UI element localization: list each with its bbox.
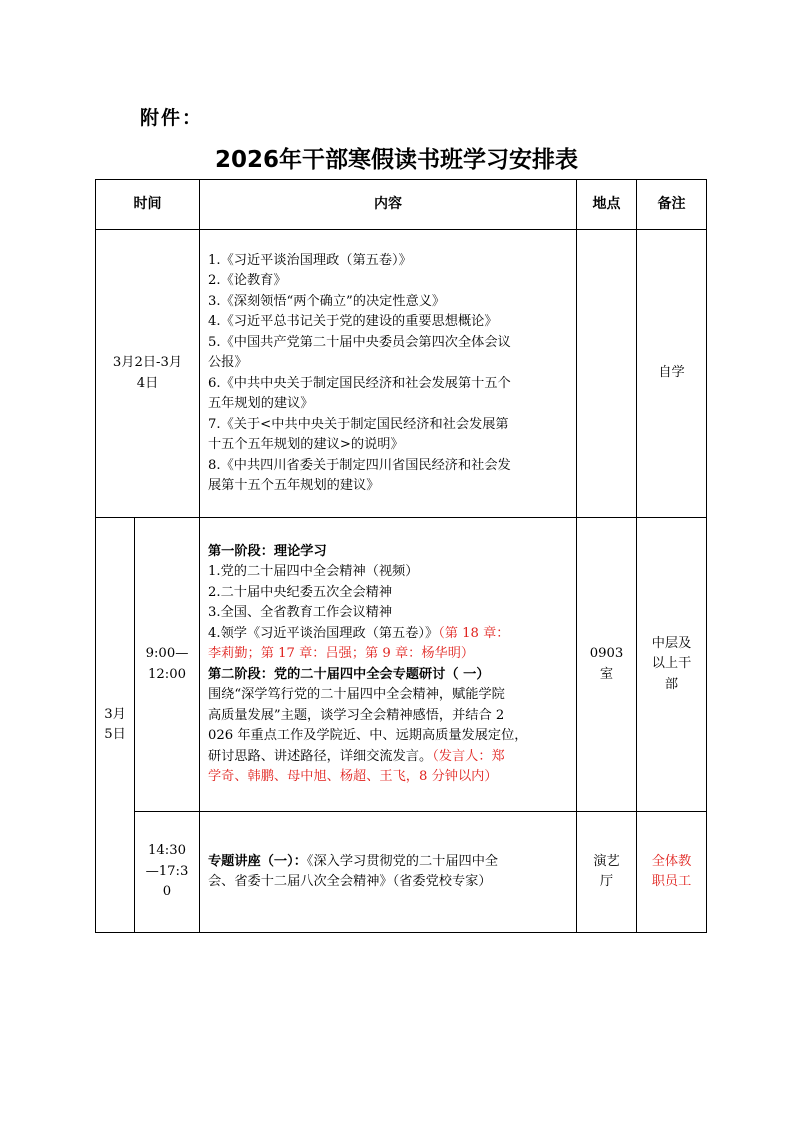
list-item: 展第十五个五年规划的建议》 (208, 478, 380, 493)
stage2-line: 高质量发展”主题，谈学习全会精神感悟，并结合 2 (208, 707, 505, 723)
row1-note: 自学 (637, 230, 707, 518)
table-header-row (96, 180, 707, 230)
list-item: 2.《论教育》 (208, 273, 287, 288)
afternoon-note-line: 职员工 (651, 874, 692, 889)
row1-location (577, 230, 637, 518)
morning-location-line: 室 (599, 666, 614, 682)
list-item: 4.《习近平总书记关于党的建设的重要思想概论》 (208, 314, 498, 329)
lecture-line (208, 852, 570, 873)
list-item: 6.《中共中央关于制定国民经济和社会发展第十五个 (208, 375, 511, 391)
stage2-line (208, 747, 570, 768)
list-item: 五年规划的建议》 (208, 396, 314, 411)
attachment-label: 附件： (140, 107, 204, 129)
afternoon-location-line: 厅 (599, 874, 614, 889)
row1-time (96, 230, 200, 518)
item4-assignees: （第 18 章： (438, 625, 510, 641)
list-item: 7.《关于<中共中央关于制定国民经济和社会发展第 (208, 416, 509, 432)
stage2-line: 026 年重点工作及学院近、中、远期高质量发展定位， (208, 728, 528, 743)
row1-time-line: 3月2日-3月 (112, 355, 183, 370)
speakers-cont: 学奇、韩鹏、母中旭、杨超、王飞，8 分钟以内） (208, 769, 498, 784)
morning-note-line: 部 (664, 676, 679, 692)
list-item: 8.《中共四川省委关于制定四川省国民经济和社会发 (208, 457, 511, 473)
day2-date (96, 518, 135, 933)
list-item: 1.党的二十届四中全会精神（视频） (208, 564, 419, 579)
row1-content (200, 230, 577, 518)
list-item: 1.《习近平谈治国理政（第五卷）》 (208, 252, 412, 268)
table-row (96, 230, 707, 518)
afternoon-time-line: 14:30 (147, 843, 186, 859)
afternoon-time-line: 0 (162, 884, 172, 900)
morning-note-line: 中层及 (651, 635, 692, 651)
list-item: 公报》 (208, 355, 248, 370)
table-row (96, 812, 707, 933)
list-item (208, 624, 570, 645)
day2-date-line: 3月 (104, 706, 126, 722)
morning-location-line: 0903 (589, 646, 624, 661)
speakers: （发言人：郑 (432, 748, 505, 764)
stage2-line: 围绕“深学笃行党的二十届四中全会精神，赋能学院 (208, 687, 505, 702)
schedule-table (95, 179, 707, 933)
afternoon-location-line: 演艺 (593, 853, 620, 869)
day2-date-line: 5日 (104, 727, 126, 742)
morning-note-line: 以上干 (651, 656, 692, 672)
list-item: 3.《深刻领悟“两个确立”的决定性意义》 (208, 293, 446, 309)
table-row (96, 518, 707, 812)
afternoon-note-line: 全体教 (651, 853, 692, 869)
lecture-text: 《深入学习贯彻党的二十届四中全 (306, 853, 499, 869)
item4-assignees-cont: 李莉勤；第 17 章：吕强；第 9 章：杨华明） (208, 646, 475, 661)
row1-time-line: 4日 (136, 375, 159, 391)
list-item: 十五个五年规划的建议>的说明》 (208, 437, 404, 452)
afternoon-content (200, 812, 577, 933)
afternoon-time (135, 812, 200, 933)
list-item: 3.全国、全省教育工作会议精神 (208, 605, 393, 620)
column-header-location: 地点 (577, 180, 637, 230)
lecture-title: 专题讲座（一）： (208, 853, 307, 869)
afternoon-location (577, 812, 637, 933)
column-header-note: 备注 (637, 180, 707, 230)
morning-location (577, 518, 637, 812)
afternoon-note (637, 812, 707, 933)
page-title: 2026年干部寒假读书班学习安排表 (214, 147, 578, 173)
list-item: 2.二十届中央纪委五次全会精神 (208, 584, 393, 600)
morning-time (135, 518, 200, 812)
stage2-line4: 研讨思路、讲述路径，详细交流发言。 (208, 748, 433, 764)
afternoon-time-line: —17:3 (145, 863, 189, 879)
item4-prefix: 4.领学《习近平谈治国理政（第五卷）》 (208, 625, 439, 641)
stage2-title: 第二阶段：党的二十届四中全会专题研讨（ 一） (208, 666, 490, 682)
stage1-title: 第一阶段：理论学习 (208, 543, 327, 559)
column-header-content: 内容 (200, 180, 577, 230)
morning-time-line: 9:00— (145, 646, 189, 661)
column-header-time: 时间 (96, 180, 200, 230)
morning-note (637, 518, 707, 812)
morning-content (200, 518, 577, 812)
lecture-text-cont: 会、省委十二届八次全会精神》（省委党校专家） (208, 874, 492, 889)
morning-time-line: 12:00 (147, 666, 186, 682)
list-item: 5.《中国共产党第二十届中央委员会第四次全体会议 (208, 334, 511, 350)
